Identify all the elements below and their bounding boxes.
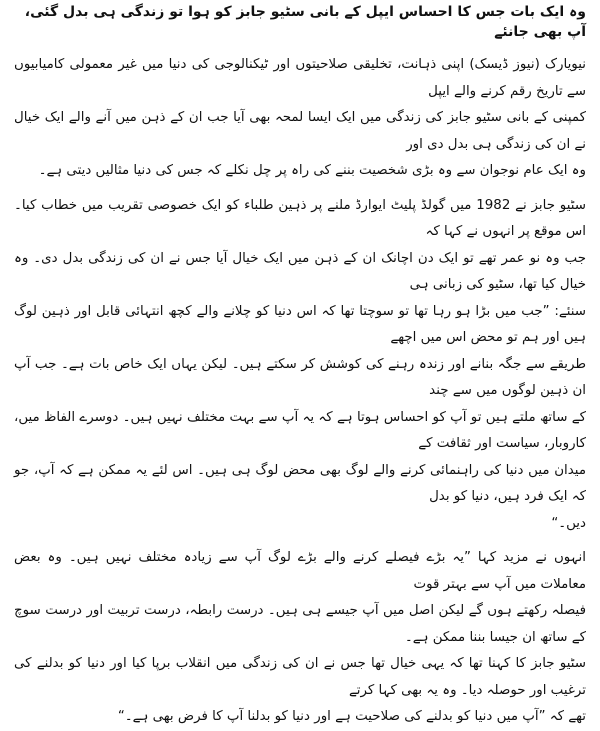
text-line: جب وہ نو عمر تھے تو ایک دن اچانک ان کے ذہن میں ایک خیال آیا جس نے ان کی زندگی بدل دی۔ وہ خیال کیا تھا، سٹیو کی زبانی ہی — [14, 250, 586, 292]
text-line: سنئے: ”جب میں بڑا ہو رہا تھا تو سوچتا تھا کہ اس دنیا کو چلانے والے کچھ انتہائی قابل اور ذہین لوگ ہیں اور ہم تو محض اس میں اچھے — [14, 303, 586, 345]
paragraph-speech — [14, 193, 586, 538]
text-line: نیویارک (نیوز ڈیسک) اپنی ذہانت، تخلیقی صلاحیتوں اور ٹیکنالوجی کی دنیا میں غیر معمولی کامیابیوں سے تاریخ رقم کرنے والے ایپل — [14, 57, 586, 99]
text-line: تھے کہ ”آپ میں دنیا کو بدلنے کی صلاحیت ہے اور دنیا کو بدلنا آپ کا فرض بھی ہے۔“ — [117, 709, 586, 724]
article-headline: وہ ایک بات جس کا احساس ایپل کے بانی سٹیو جابز کو ہوا تو زندگی ہی بدل گئی، آپ بھی جانئے — [24, 4, 586, 40]
text-line: کے ساتھ ملتے ہیں تو آپ کو احساس ہوتا ہے کہ یہ آپ سے بہت مختلف نہیں ہیں۔ دوسرے الفاظ میں، کاروبار، سیاست اور ثقافت کے — [14, 409, 586, 451]
text-line: سٹیو جابز کا کہنا تھا کہ یہی خیال تھا جس نے ان کی زندگی میں انقلاب برپا کیا اور دنیا کو بدلنے کی ترغیب اور حوصلہ دیا۔ وہ یہ بھی کہا کرتے — [14, 656, 586, 698]
text-line: دیں۔“ — [551, 515, 586, 531]
paragraph-intro — [14, 52, 586, 185]
paragraph-conclusion — [14, 545, 586, 731]
text-line: کمپنی کے بانی سٹیو جابز کی زندگی میں ایک ایسا لمحہ بھی آیا جب ان کے ذہن میں آنے والے ایک خیال نے ان کی زندگی ہی بدل دی اور — [14, 110, 586, 152]
text-line: وہ ایک عام نوجوان سے وہ بڑی شخصیت بننے کی راہ پر چل نکلے کہ جس کی دنیا مثالیں دیتی ہے۔ — [38, 163, 586, 178]
text-line: میدان میں دنیا کی راہنمائی کرنے والے لوگ بھی محض لوگ ہی ہیں۔ اس لئے یہ ممکن ہے کہ آپ، جو کہ ایک فرد ہیں، دنیا کو بدل — [14, 462, 586, 504]
text-line: سٹیو جابز نے 1982 میں گولڈ پلیٹ ایوارڈ ملنے پر ذہین طلباء کو ایک خصوصی تقریب میں خطاب کیا۔ اس موقع پر انہوں نے کہا کہ — [14, 197, 586, 239]
text-line: انہوں نے مزید کہا ”یہ بڑے فیصلے کرنے والے بڑے لوگ آپ سے زیادہ مختلف نہیں ہیں۔ وہ بعض معاملات میں آپ سے بہتر قوت — [14, 550, 586, 592]
text-line: طریقے سے جگہ بنانے اور زندہ رہنے کی کوشش کر سکتے ہیں۔ لیکن یہاں ایک خاص بات ہے۔ جب آپ ان ذہین لوگوں میں سے چند — [14, 356, 586, 398]
text-line: فیصلہ رکھتے ہوں گے لیکن اصل میں آپ جیسے ہی ہیں۔ درست رابطہ، درست تربیت اور درست سوچ کے ساتھ ان جیسا بننا ممکن ہے۔ — [14, 603, 586, 645]
